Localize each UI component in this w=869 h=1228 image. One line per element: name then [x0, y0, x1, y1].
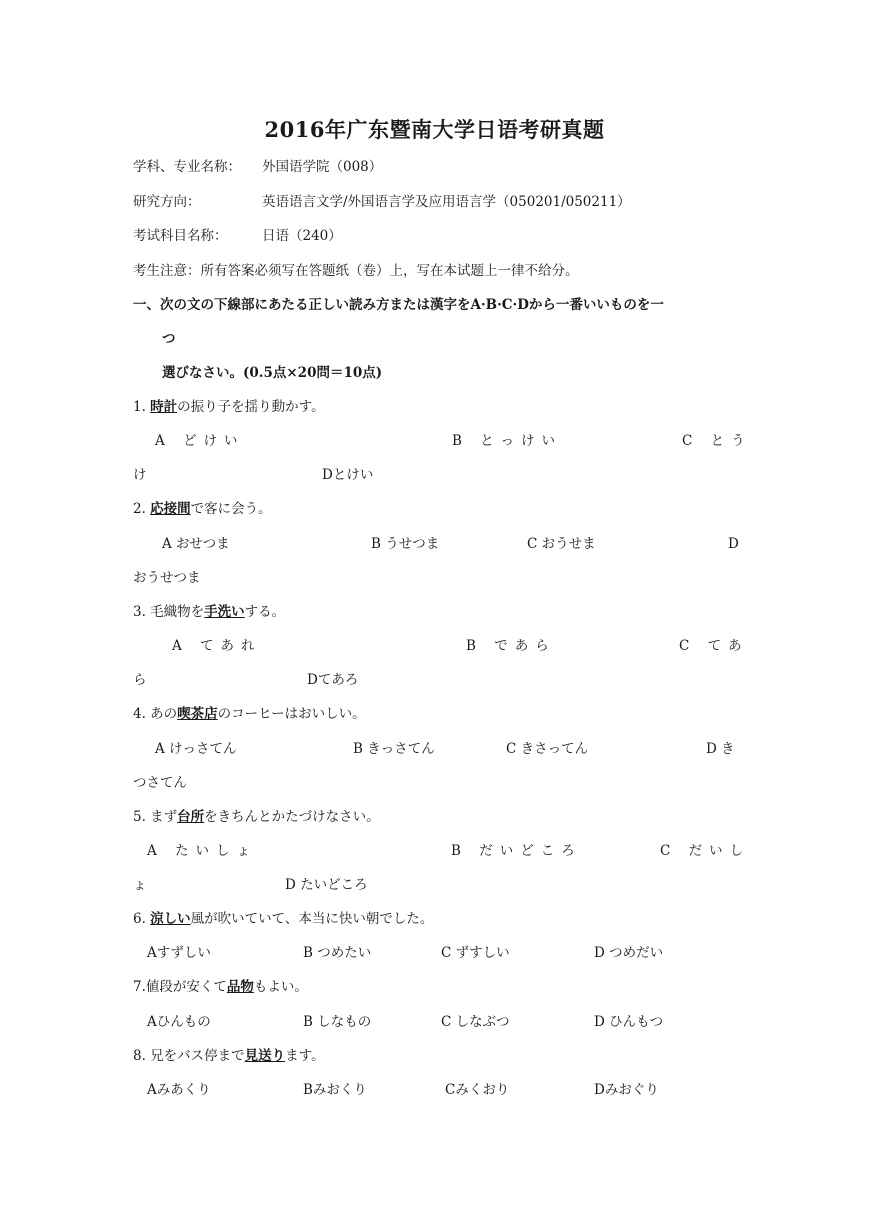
q7-option-a: Aひんもの	[147, 1014, 211, 1030]
q3-option-b: B であら	[466, 638, 556, 654]
q1-option-a: A どけい	[155, 433, 245, 449]
question-target: 涼しい	[150, 911, 191, 927]
q4-option-b: B きっさてん	[353, 741, 435, 757]
question-pre: 値段が安くて	[145, 979, 227, 995]
question-7	[133, 978, 308, 996]
q2-option-c: C おうせま	[527, 536, 596, 552]
exam-label: 考试科目名称：	[133, 228, 228, 244]
question-post: のコーヒーはおいしい。	[217, 706, 366, 722]
notice: 考生注意：所有答案必须写在答题纸（卷）上，写在本试题上一律不给分。	[133, 263, 579, 279]
q7-option-c: C しなぶつ	[441, 1014, 510, 1030]
q6-option-d: D つめだい	[594, 945, 664, 961]
question-6	[133, 910, 433, 928]
question-pre: あの	[150, 706, 178, 722]
direction-label: 研究方向：	[133, 194, 201, 210]
q8-option-a: Aみあくり	[147, 1082, 211, 1098]
q3-option-d: Dてあろ	[307, 672, 359, 688]
q8-option-d: Dみおぐり	[594, 1082, 659, 1098]
q4-option-d-cont: つさてん	[133, 775, 187, 791]
q2-option-a: A おせつま	[162, 536, 230, 552]
q2-option-d: D	[728, 536, 739, 552]
question-target: 手洗い	[204, 604, 245, 620]
question-post: する。	[244, 604, 286, 620]
question-5	[133, 808, 380, 826]
question-1	[133, 398, 325, 416]
page-title: 2016年广东暨南大学日语考研真题	[264, 117, 605, 142]
q3-option-c: C てあ	[679, 638, 749, 654]
q5-option-c: C だいし	[660, 843, 751, 859]
q6-option-a: Aすずしい	[147, 945, 211, 961]
question-target: 喫茶店	[177, 706, 218, 722]
question-8	[133, 1047, 325, 1065]
question-pre: 毛織物を	[150, 604, 205, 620]
q6-option-c: C ずすしい	[441, 945, 510, 961]
question-post: ます。	[285, 1048, 325, 1064]
question-number: 3.	[133, 604, 151, 620]
question-post: をきちんとかたづけなさい。	[204, 809, 380, 825]
q4-option-c: C きさってん	[506, 741, 589, 757]
q2-option-d-cont: おうせつま	[133, 570, 201, 586]
q5-option-c-cont: ょ	[133, 877, 147, 893]
question-number: 7.	[133, 979, 146, 995]
section-heading-line2: つ	[162, 331, 176, 347]
question-target: 品物	[226, 979, 254, 995]
question-number: 8.	[133, 1048, 151, 1064]
question-2	[133, 500, 272, 518]
q7-option-d: D ひんもつ	[594, 1014, 664, 1030]
q4-option-d: D き	[706, 741, 735, 757]
q5-option-a: A たいしょ	[147, 843, 258, 859]
q1-option-c-cont: け	[133, 467, 147, 483]
question-post: もよい。	[253, 979, 308, 995]
question-target: 時計	[150, 399, 178, 415]
question-target: 見送り	[244, 1048, 286, 1064]
question-target: 応接間	[150, 501, 191, 517]
q8-option-b: Bみおくり	[303, 1082, 367, 1098]
q7-option-b: B しなもの	[303, 1014, 372, 1030]
q1-option-d: Dとけい	[322, 467, 374, 483]
q4-option-a: A けっさてん	[155, 741, 237, 757]
q6-option-b: B つめたい	[303, 945, 372, 961]
question-number: 5.	[133, 809, 151, 825]
question-post: 風が吹いていて、本当に快い朝でした。	[190, 911, 434, 927]
q3-option-c-cont: ら	[133, 672, 147, 688]
question-number: 4.	[133, 706, 151, 722]
question-4	[133, 705, 366, 723]
question-post: で客に会う。	[190, 501, 272, 517]
question-post: の振り子を揺り動かす。	[177, 399, 325, 415]
q8-option-c: Cみくおり	[445, 1082, 510, 1098]
q1-option-b: B とっけい	[452, 433, 562, 449]
direction-value: 英语语言文学/外国语言学及应用语言学（050201/050211）	[262, 194, 631, 210]
subject-label: 学科、专业名称：	[133, 159, 241, 175]
q2-option-b: B うせつま	[371, 536, 440, 552]
question-pre: まず	[150, 809, 178, 825]
question-number: 1.	[133, 399, 151, 415]
section-heading-line3: 選びなさい。(0.5点×20問＝10点)	[162, 365, 383, 381]
question-number: 6.	[133, 911, 151, 927]
q3-option-a: A てあれ	[172, 638, 262, 654]
question-number: 2.	[133, 501, 151, 517]
section-heading-line1: 一、次の文の下線部にあたる正しい読み方または漢字をA·B·C·Dから一番いいものを一	[133, 297, 664, 313]
q1-option-c: C とう	[682, 433, 752, 449]
q5-option-d: D たいどころ	[285, 877, 368, 893]
question-target: 台所	[177, 809, 205, 825]
question-pre: 兄をバス停まで	[150, 1048, 245, 1064]
exam-value: 日语（240）	[262, 228, 342, 244]
q5-option-b: B だいどころ	[451, 843, 582, 859]
subject-value: 外国语学院（008）	[262, 159, 383, 175]
question-3	[133, 603, 285, 621]
